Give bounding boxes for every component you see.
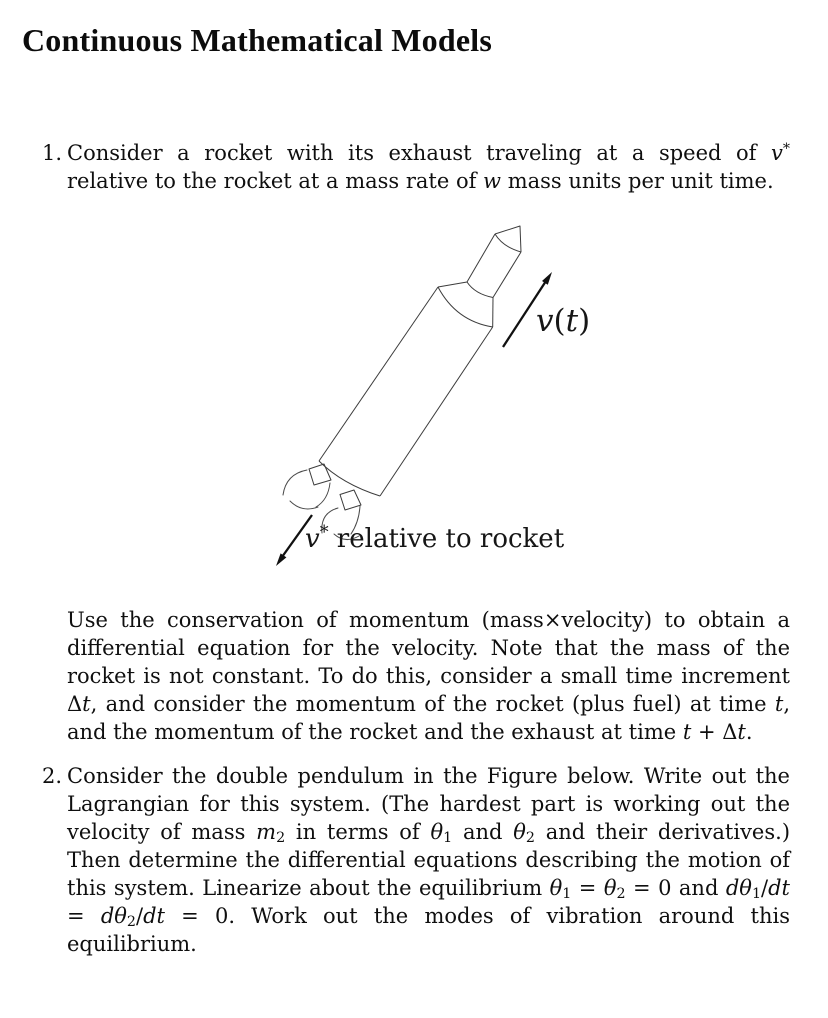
nozzle-left: [309, 464, 331, 485]
shoulder-left-edge: [438, 282, 467, 287]
rocket-nozzles: [309, 464, 361, 510]
rocket-nose-cone: [495, 226, 521, 252]
page-title: Continuous Mathematical Models: [22, 22, 492, 58]
rocket-shoulder: [438, 282, 493, 327]
nose-cone-base-arc: [495, 234, 521, 252]
neck-base-arc: [467, 282, 493, 298]
problem-1-intro-paragraph: Consider a rocket with its exhaust traveling at a speed of v* relative to the rocket at a mass rate of w mass units per unit time.: [67, 140, 790, 193]
neck-right-edge: [493, 252, 521, 298]
velocity-label: v(t): [536, 303, 591, 339]
exhaust-arrow-head: [276, 553, 286, 566]
problem-2-number: 2.: [42, 764, 63, 788]
flame-wisp: [316, 483, 330, 507]
nozzle-right: [340, 490, 361, 510]
exhaust-velocity-label: v* relative to rocket: [305, 523, 565, 554]
problem-1-body-paragraph: Use the conservation of momentum (mass×velocity) to obtain a differential equation for the velocity. Note that the mass of the rocket is not constant. To do this, consider a small time increment Δt, and consider the momentum of the rocket (plus fuel) at time t, and the momentum of the rocket and the exhaust at time t + Δt.: [67, 608, 790, 744]
flame-wisp: [283, 470, 307, 495]
problem-2-body-paragraph: Consider the double pendulum in the Figure below. Write out the Lagrangian for this system. (The hardest part is working out the velocity of mass m2 in terms of θ1 and θ2 and their derivatives.) Then determine the differential equations describing the motion of this system. Linearize about the equilibrium θ1 = θ2 = 0 and dθ1/dt = dθ2/dt = 0. Work out the modes of vibration around this equilibrium.: [67, 764, 791, 956]
shoulder-base-arc: [438, 287, 493, 327]
rocket-neck: [467, 234, 521, 298]
rocket-figure: [240, 200, 600, 590]
flame-wisp: [290, 501, 318, 509]
body-right-edge: [380, 327, 493, 496]
neck-left-edge: [467, 234, 495, 282]
problem-1-number: 1.: [42, 141, 63, 165]
